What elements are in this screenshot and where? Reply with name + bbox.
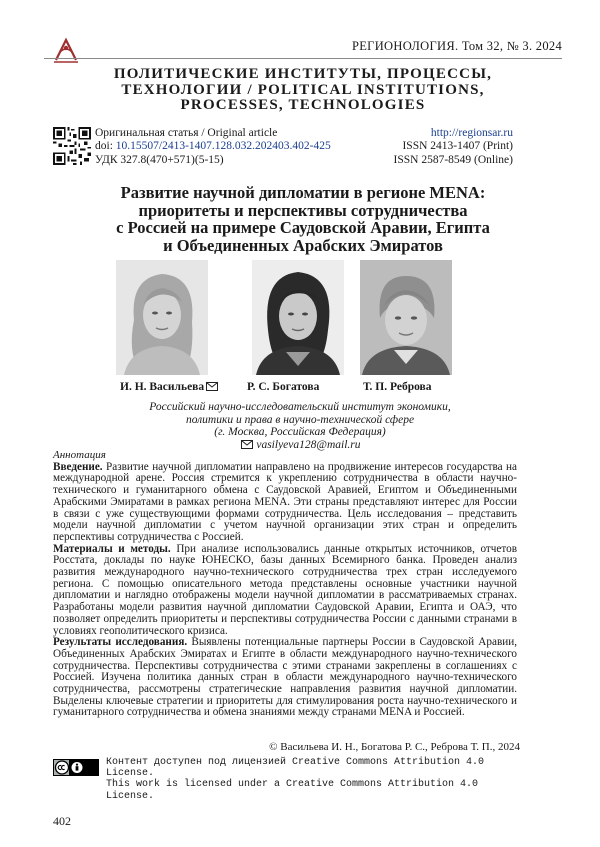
author-photos [116, 260, 480, 376]
intro-heading: Введение. [53, 460, 103, 473]
page-number: 402 [53, 814, 71, 828]
doi-line [95, 140, 331, 153]
journal-info: РЕГИОНОЛОГИЯ. Том 32, № 3. 2024 [352, 39, 562, 53]
email-link[interactable]: vasilyeva128@mail.ru [256, 438, 361, 451]
title-line: с Россией на примере Саудовской Аравии, Египта [116, 218, 490, 237]
title-line: и Объединенных Арабских Эмиратов [163, 235, 443, 255]
copyright: © Васильева И. Н., Богатова Р. С., Реброва Т. П., 2024 [269, 741, 520, 753]
qr-code-icon[interactable] [53, 127, 91, 165]
affiliation-line: Российский научно-исследовательский институт экономики, [149, 401, 451, 413]
author-photo-rebrova [360, 260, 452, 375]
methods-text: При анализе использовались данные открытых источников, отчетов Росстата, доклады по науке ЮНЕСКО, базы данных Всемирного банка. Проведен анализ развития международного научно-технического сотрудничества трех стран исследуемого региона. С помощью описательного метода представлены основные участники научной дипломатии и наглядно отображены модели научной дипломатии в рассматриваемых странах. Разработаны модели развития научной дипломатии Саудовской Аравии, Египта и ОАЭ, что позволяет определить приоритеты и перспективы сотрудничества России с данными странами в условиях геополитического кризиса. [53, 542, 517, 637]
udc: УДК 327.8(470+571)(5-15) [95, 153, 224, 166]
abstract-methods [53, 544, 517, 638]
license-text [106, 757, 513, 802]
section-title-line: ПОЛИТИЧЕСКИЕ ИНСТИТУТЫ, ПРОЦЕССЫ, [113, 66, 493, 82]
license-en: This work is licensed under a Creative Commons Attribution 4.0 License. [106, 779, 479, 802]
meta-left [95, 127, 331, 167]
issn-online: ISSN 2587-8549 (Online) [393, 153, 513, 166]
affiliation-line: (г. Москва, Российская Федерация) [214, 426, 386, 438]
abstract [53, 450, 517, 719]
envelope-icon [206, 382, 218, 391]
article-title [44, 184, 562, 254]
author-photo-vasilyeva [116, 260, 208, 375]
author-names [110, 381, 490, 395]
methods-heading: Материалы и методы. [53, 542, 171, 555]
journal-url-link[interactable]: http://regionsar.ru [430, 127, 513, 139]
title-line: приоритеты и перспективы сотрудничества [138, 200, 468, 220]
cc-by-badge-icon[interactable] [53, 759, 99, 776]
author-name: Т. П. Реброва [363, 381, 432, 393]
author-name [120, 381, 218, 393]
results-heading: Результаты исследования. [53, 636, 188, 649]
doi-prefix: doi: [95, 140, 116, 153]
section-title [44, 67, 562, 114]
author-photo-bogatova [252, 260, 344, 375]
affiliation [100, 401, 500, 451]
meta-right [394, 127, 513, 167]
envelope-icon [241, 440, 253, 449]
author-name-text: И. Н. Васильева [120, 381, 205, 393]
section-title-line: ТЕХНОЛОГИИ / POLITICAL INSTITUTIONS, [121, 81, 485, 98]
intro-text: Развитие научной дипломатии направлено на продвижение интересов государства на международной арене. Россия стремится к укреплению сотрудничества в области научно-технического и гуманитарного обмена с Саудовской Аравией, Египтом и Объединенными Арабскими Эмиратами в рамках региона MENA. Эти страны представляют интерес для России в связи с уже существующими формами сотрудничества. Цель исследования – представить модели научной дипломатии с учетом научной организации этих стран и определить перспективы сотрудничества с Россией. [53, 460, 517, 543]
article-meta [53, 127, 513, 169]
doi-link[interactable]: 10.15507/2413-1407.128.032.202403.402-425 [115, 140, 331, 153]
affiliation-line: политики и права в научно-технической сфере [185, 413, 415, 426]
journal-logo-icon [52, 36, 80, 64]
article-type: Оригинальная статья / Original article [95, 127, 278, 139]
issn-print: ISSN 2413-1407 (Print) [402, 140, 513, 153]
running-header [44, 36, 562, 56]
abstract-intro [53, 462, 517, 544]
abstract-results [53, 637, 517, 719]
results-text: Выявлены потенциальные партнеры России в Саудовской Аравии, Объединенных Арабских Эмиратах и Египте в области международного научно-технического сотрудничества. Перспективы сотрудничества с этими странами закреплены в соглашениях с Россией. Изучена политика данных стран в области международного научно-технического сотрудничества, рассмотрены стратегические направления развития научной дипломатии. Выделены ключевые стратегии и приоритеты для стимулирования роста научно-технического и гуманитарного сотрудничества и обмена знаниями между странами MENA и Россией. [53, 636, 517, 719]
license-ru: Контент доступен под лицензией Creative Commons Attribution 4.0 License. [106, 757, 485, 780]
title-line: Развитие научной дипломатии в регионе MENA: [120, 183, 486, 202]
author-name: Р. С. Богатова [247, 381, 320, 393]
section-title-line: PROCESSES, TECHNOLOGIES [180, 97, 426, 113]
license [53, 757, 513, 802]
header-rule [44, 58, 562, 59]
abstract-label: Аннотация [53, 449, 106, 461]
